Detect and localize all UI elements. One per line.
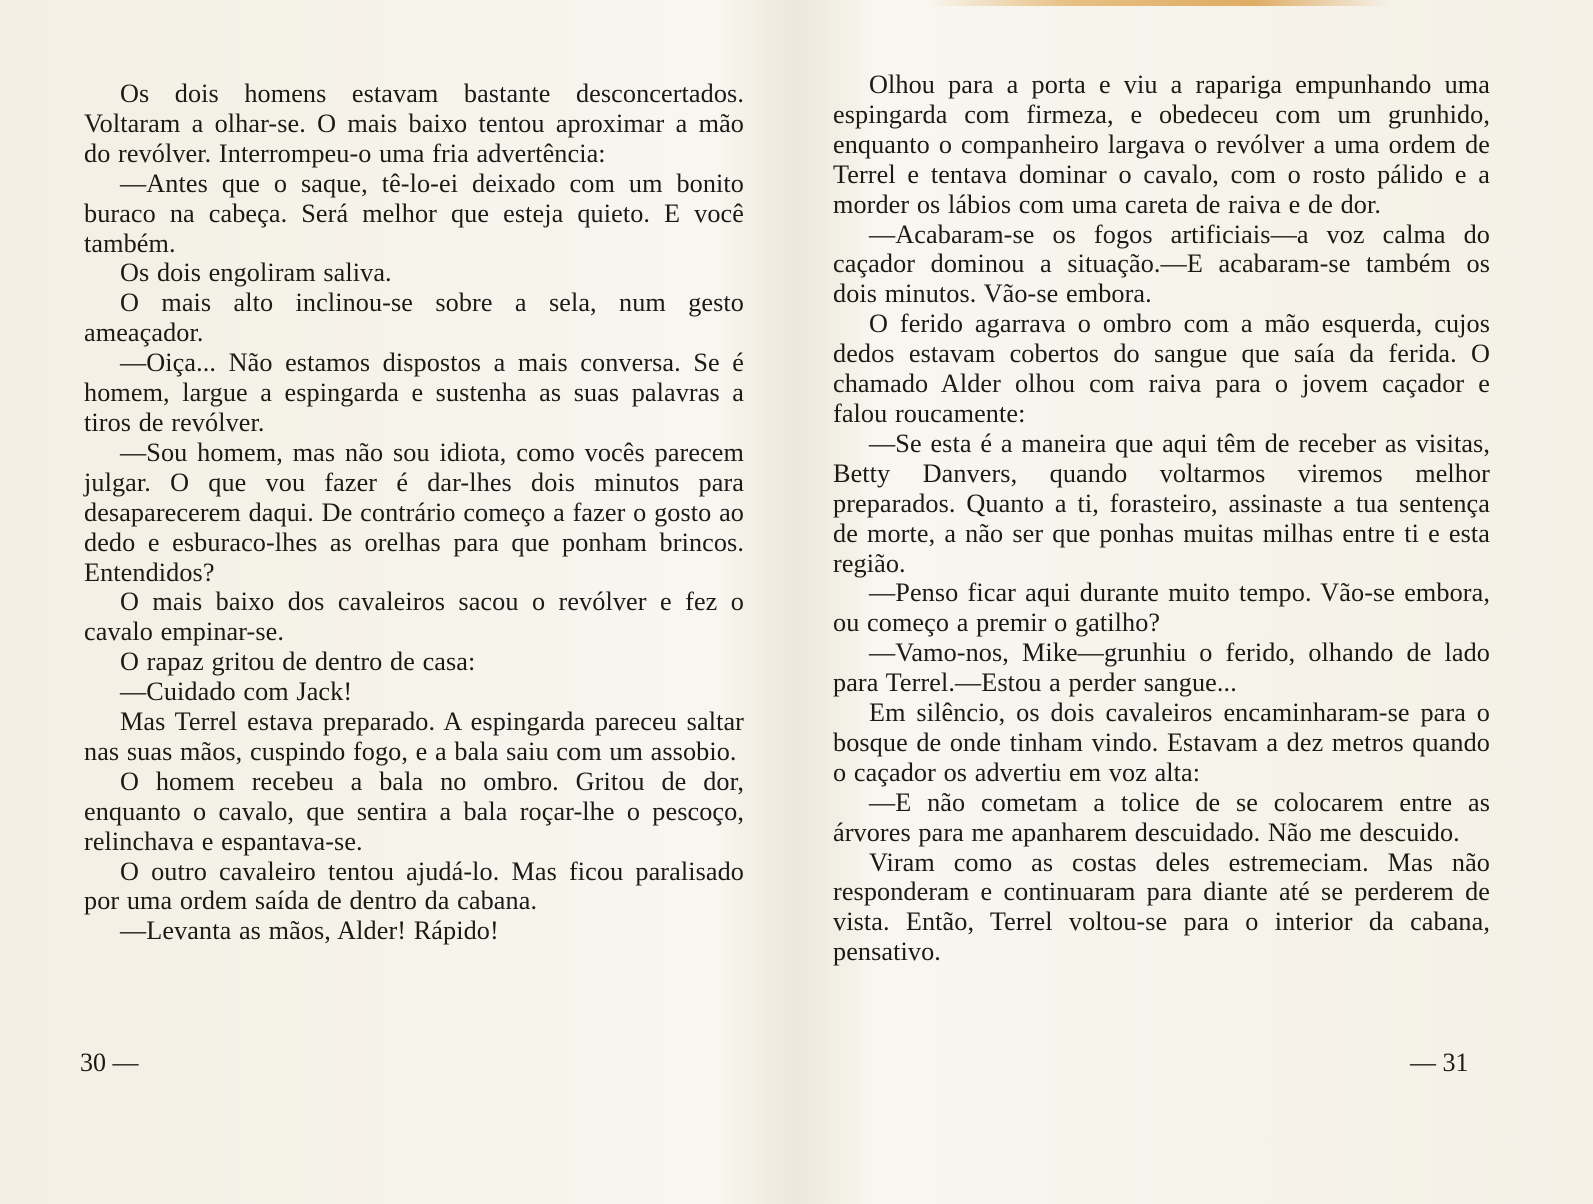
paragraph: O rapaz gritou de dentro de casa: — [120, 647, 476, 677]
paragraph: —Levanta as mãos, Alder! Rápido! — [120, 916, 499, 946]
paragraph: O homem recebeu a bala no ombro. Gritou de dor, enquanto o cavalo, que sentira a bala roçar-lhe o pescoço, relinchava e espantava-se. — [84, 766, 744, 856]
paragraph: Mas Terrel estava preparado. A espingarda pareceu saltar nas suas mãos, cuspindo fogo, e a bala saiu com um assobio. — [84, 707, 744, 766]
paragraph: —Penso ficar aqui durante muito tempo. Vão-se embora, ou começo a premir o gatilho? — [833, 578, 1490, 638]
page-number-right: — 31 — [1410, 1048, 1469, 1077]
paragraph: Viram como as costas deles estremeciam. Mas não responderam e continuaram para diante até se perderem de vista. Então, Terrel voltou-se para o interior da cabana, pensativo. — [833, 847, 1490, 967]
paragraph: O outro cavaleiro tentou ajudá-lo. Mas ficou paralisado por uma ordem saída de dentro da cabana. — [84, 856, 744, 916]
paragraph: —Cuidado com Jack! — [120, 677, 353, 707]
paragraph: —Sou homem, mas não sou idiota, como vocês parecem julgar. O que vou fazer é dar-lhes dois minutos para desaparecerem daqui. De contrário começo a fazer o gosto ao dedo e esburaco-lhes as orelhas para que ponham brincos. Entendidos? — [84, 437, 744, 587]
left-page-text — [84, 79, 744, 946]
paragraph: —Vamo-nos, Mike—grunhiu o ferido, olhando de lado para Terrel.—Estou a perder sangue... — [833, 638, 1490, 698]
page-number-left: 30 — — [80, 1048, 139, 1077]
paragraph: Olhou para a porta e viu a rapariga empunhando uma espingarda com firmeza, e obedeceu com um grunhido, enquanto o companheiro largava o revólver a uma ordem de Terrel e tentava dominar o cavalo, com o rosto pálido e a morder os lábios com uma careta de raiva e de dor. — [833, 70, 1490, 219]
paragraph: —Acabaram-se os fogos artificiais—a voz calma do caçador dominou a situação.—E acabaram-se também os dois minutos. Vão-se embora. — [833, 219, 1490, 309]
paragraph: —Antes que o saque, tê-lo-ei deixado com um bonito buraco na cabeça. Será melhor que esteja quieto. E você também. — [84, 168, 744, 258]
right-page — [833, 70, 1490, 967]
left-page — [84, 70, 744, 946]
paragraph: —Oiça... Não estamos dispostos a mais conversa. Se é homem, largue a espingarda e sustenha as suas palavras a tiros de revólver. — [84, 348, 744, 437]
page-edge-stain — [930, 0, 1390, 6]
right-page-text — [833, 70, 1490, 967]
paragraph: Os dois homens estavam bastante desconcertados. Voltaram a olhar-se. O mais baixo tentou aproximar a mão do revólver. Interrompeu-o uma fria advertência: — [84, 79, 744, 168]
paragraph: Em silêncio, os dois cavaleiros encaminharam-se para o bosque de onde tinham vindo. Estavam a dez metros quando o caçador os advertiu em voz alta: — [833, 698, 1490, 787]
paragraph: —E não cometam a tolice de se colocarem entre as árvores para me apanharem descuidado. Não me descuido. — [833, 787, 1490, 847]
paragraph: O ferido agarrava o ombro com a mão esquerda, cujos dedos estavam cobertos do sangue que saía da ferida. O chamado Alder olhou com raiva para o jovem caçador e falou roucamente: — [833, 309, 1490, 428]
paragraph: —Se esta é a maneira que aqui têm de receber as visitas, Betty Danvers, quando voltarmos viremos melhor preparados. Quanto a ti, forasteiro, assinaste a tua sentença de morte, a não ser que ponhas muitas milhas entre ti e esta região. — [833, 428, 1490, 578]
paragraph: Os dois engoliram saliva. — [120, 258, 392, 288]
paragraph: O mais baixo dos cavaleiros sacou o revólver e fez o cavalo empinar-se. — [84, 587, 744, 647]
paragraph: O mais alto inclinou-se sobre a sela, num gesto ameaçador. — [84, 288, 744, 348]
